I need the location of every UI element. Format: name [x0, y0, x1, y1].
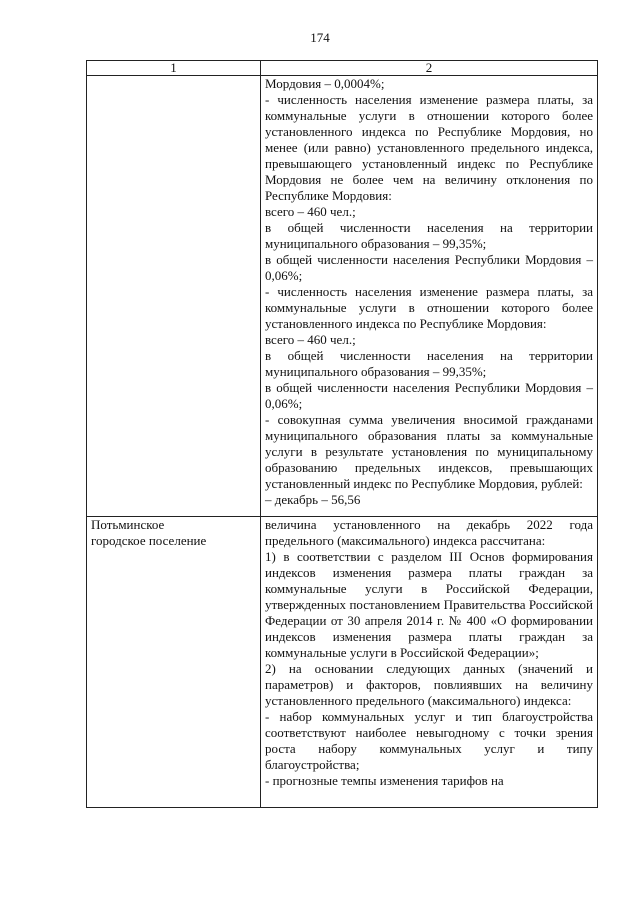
table-header-row — [87, 61, 598, 76]
row2-col2 — [261, 517, 598, 808]
header-col-1: 1 — [87, 61, 261, 76]
row2-col2-text: величина установленного на декабрь 2022 года предельного (максимального) индекса рассчитана: 1) в соответствии с разделом III Основ формирования индексов изменения размера платы граждан за коммунальные услуги в Российской Федерации, утвержденных постановлением Правительства Российской Федерации от 30 апреля 2014 г. № 400 «О формировании индексов изменения размера платы граждан за коммунальные услуги в Российской Федерации»; 2) на основании следующих данных (значений и параметров) и факторов, повлиявших на величину установленного предельного (максимального) индекса: - набор коммунальных услуг и тип благоустройства соответствуют наиболее невыгодному с точки зрения роста набору коммунальных услуг и типу благоустройства; - прогнозные темпы изменения тарифов на — [265, 517, 593, 788]
page-number: 174 — [310, 30, 330, 45]
header-col-2: 2 — [261, 61, 598, 76]
data-table — [86, 60, 598, 808]
row1-col2-text: Мордовия – 0,0004%; - численность населения изменение размера платы, за коммунальные услуги в отношении которого более установленного индекса по Республике Мордовия, но менее (или равно) установленного предельного индекса, превышающего установленный индекс по Республике Мордовия не более чем на величину отклонения по Республике Мордовия: всего – 460 чел.; в общей численности населения на территории муниципального образования – 99,35%; в общей численности населения Республики Мордовия – 0,06%; - численность населения изменение размера платы, за коммунальные услуги в отношении которого более установленного индекса по Республике Мордовия: всего – 460 чел.; в общей численности населения на территории муниципального образования – 99,35%; в общей численности населения Республики Мордовия – 0,06%; - совокупная сумма увеличения вносимой гражданами муниципального образования платы за коммунальные услуги в результате установления по муниципальному образованию предельных индексов, превышающих установленный индекс по Республике Мордовия, рублей: – декабрь – 56,56 — [265, 76, 593, 507]
row2-col1 — [87, 517, 261, 808]
row1-col2 — [261, 76, 598, 517]
row1-col1 — [87, 76, 261, 517]
settlement-name: Потьминское городское поселение — [91, 517, 207, 548]
table-row — [87, 76, 598, 517]
table-row — [87, 517, 598, 808]
